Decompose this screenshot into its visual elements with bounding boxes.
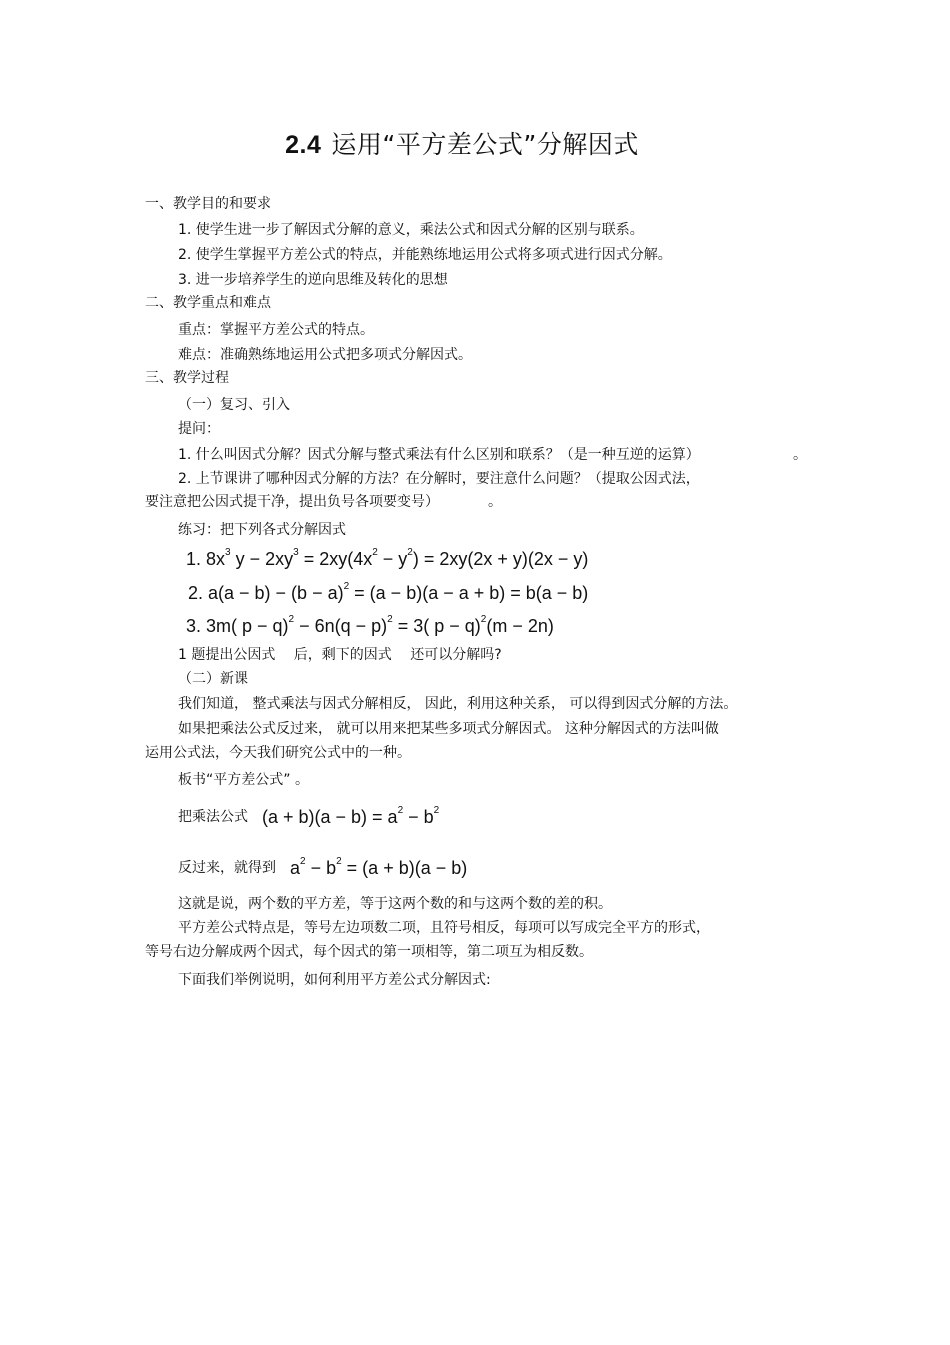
ask-label: 提问：	[178, 421, 220, 437]
exercise-1-note: 1 题提出公因式 后，剩下的因式 还可以分解吗?	[178, 647, 502, 663]
exercise-2: 2. $a(a - b) - (b - a)^2 = (a - b)(a - a + b) = b(a - b)$	[188, 581, 589, 603]
section-heading-1: 一、教学目的和要求	[145, 196, 271, 212]
multiplication-formula-label: 把乘法公式	[178, 809, 248, 825]
objective-item-1: 1. 使学生进一步了解因式分解的意义，乘法公式和因式分解的区别与联系。	[178, 222, 644, 238]
paragraph-5-line-2: 等号右边分解成两个因式，每个因式的第一项相等，第二项互为相反数。	[145, 944, 593, 960]
title-number: 2.4	[285, 131, 322, 159]
key-point: 重点：掌握平方差公式的特点。	[178, 322, 374, 338]
paragraph-2: 如果把乘法公式反过来， 就可以用来把某些多项式分解因式。 这种分解因式的方法叫做	[178, 721, 719, 737]
paragraph-4: 这就是说，两个数的平方差，等于这两个数的和与这两个数的差的积。	[178, 896, 612, 912]
exercise-1: 1. $8x^3$ $y - 2xy^3 = 2xy(4x^2 - y^2) = 2xy(2x + y)(2x - y)$	[186, 547, 589, 569]
question-2-end: 。	[488, 494, 502, 510]
section-heading-2: 二、教学重点和难点	[145, 295, 271, 311]
question-1: 1. 什么叫因式分解？因式分解与整式乘法有什么区别和联系？（是一种互逆的运算）	[178, 447, 700, 463]
question-2-line-2: 要注意把公因式提干净，提出负号各项要变号）	[145, 494, 439, 510]
title-text: 运用“平方差公式”分解因式	[331, 130, 639, 159]
difference-of-squares-formula: 反过来，就得到 $a^2 - b^2 = (a + b)(a - b)$	[178, 856, 468, 878]
subsection-new-lesson: （二）新课	[178, 671, 248, 687]
paragraph-1: 我们知道， 整式乘法与因式分解相反， 因此，利用这种关系， 可以得到因式分解的方法。	[178, 696, 738, 712]
practice-label: 练习：把下列各式分解因式	[178, 522, 346, 538]
board-note: 板书“平方差公式” 。	[178, 772, 309, 788]
page-title	[0, 128, 924, 162]
question-1-end: 。	[793, 447, 807, 463]
multiplication-formula: 把乘法公式 $(a + b)(a - b) = a^2 - b^2$	[178, 805, 440, 827]
subsection-review: （一）复习、引入	[178, 397, 290, 413]
paragraph-3: 运用公式法，今天我们研究公式中的一种。	[145, 745, 411, 761]
objective-item-3: 3. 进一步培养学生的逆向思维及转化的思想	[178, 272, 448, 288]
section-heading-3: 三、教学过程	[145, 370, 229, 386]
reverse-formula-label: 反过来，就得到	[178, 860, 276, 876]
exercise-3: 3. 3m( $p - q)^2 - 6n(q - p)^2 = 3$( p − q)$^2$(m − 2n)	[186, 614, 554, 636]
paragraph-6: 下面我们举例说明，如何利用平方差公式分解因式:	[178, 972, 491, 988]
objective-item-2: 2. 使学生掌握平方差公式的特点，并能熟练地运用公式将多项式进行因式分解。	[178, 247, 672, 263]
question-2-line-1: 2. 上节课讲了哪种因式分解的方法？在分解时，要注意什么问题？（提取公因式法，	[178, 471, 700, 487]
paragraph-5-line-1: 平方差公式特点是，等号左边项数二项，且符号相反，每项可以写成完全平方的形式，	[178, 920, 710, 936]
difficult-point: 难点：准确熟练地运用公式把多项式分解因式。	[178, 347, 472, 363]
